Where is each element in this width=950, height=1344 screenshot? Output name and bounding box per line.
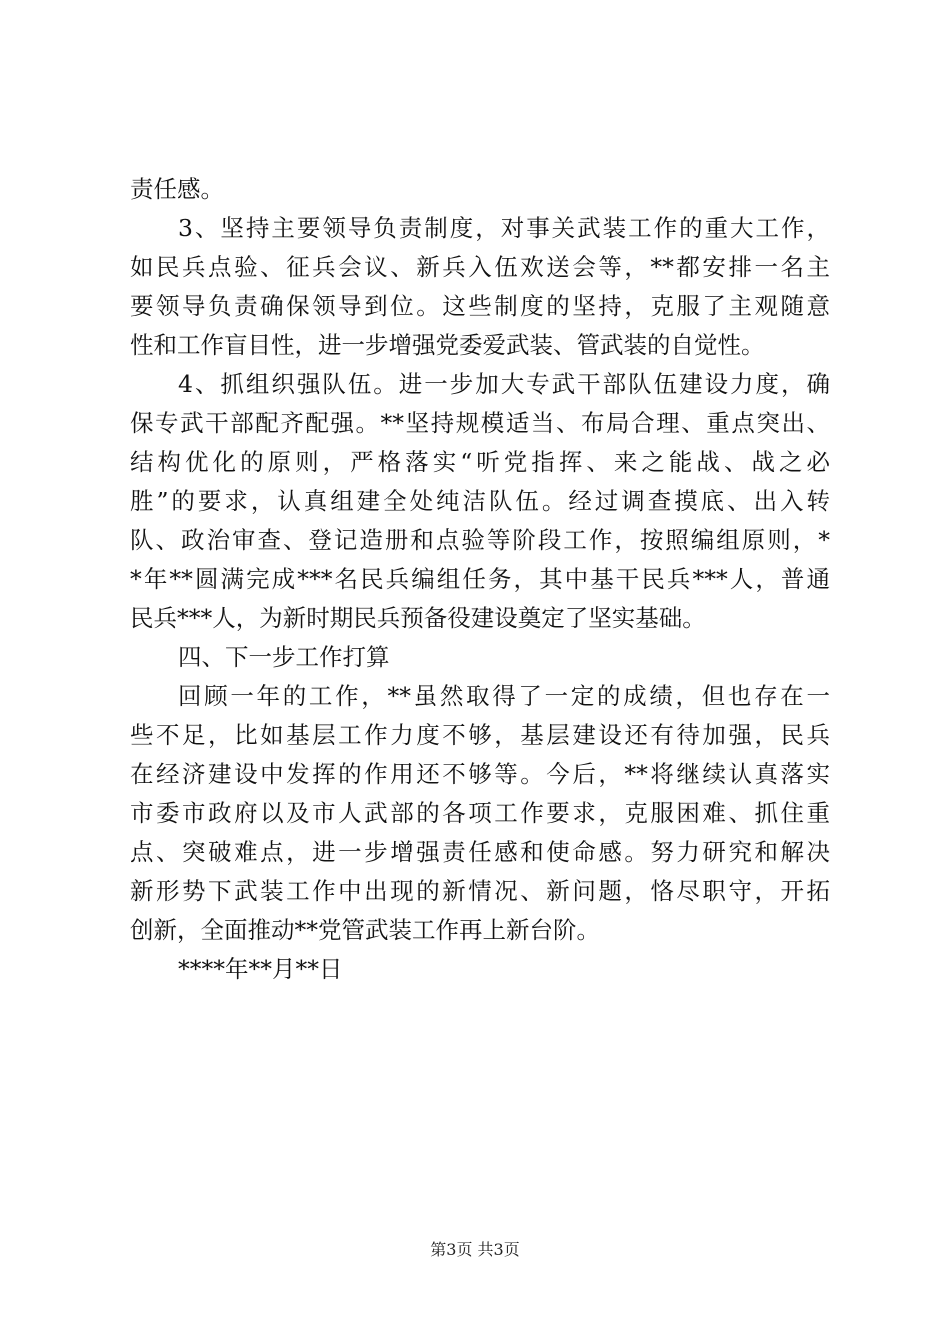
paragraph-line: 新形势下武装工作中出现的新情况、新问题，恪尽职守，开拓 bbox=[130, 877, 830, 905]
paragraph-line: 保专武干部配齐配强。**坚持规模适当、布局合理、重点突出、 bbox=[130, 409, 830, 437]
document-date: ****年**月**日 bbox=[178, 955, 343, 983]
section-heading: 四、下一步工作打算 bbox=[178, 643, 390, 671]
page-number-footer: 第3页 共3页 bbox=[430, 1240, 520, 1259]
paragraph-line: 民兵***人，为新时期民兵预备役建设奠定了坚实基础。 bbox=[130, 604, 706, 632]
paragraph-line: 胜”的要求，认真组建全处纯洁队伍。经过调查摸底、出入转 bbox=[130, 487, 830, 515]
paragraph-line: 创新，全面推动**党管武装工作再上新台阶。 bbox=[130, 916, 600, 944]
paragraph-line: 3、坚持主要领导负责制度，对事关武装工作的重大工作， bbox=[178, 214, 830, 242]
paragraph-line: *年**圆满完成***名民兵编组任务，其中基干民兵***人，普通 bbox=[130, 565, 830, 593]
paragraph-line: 如民兵点验、征兵会议、新兵入伍欢送会等，**都安排一名主 bbox=[130, 253, 830, 281]
paragraph-line: 回顾一年的工作，**虽然取得了一定的成绩，但也存在一 bbox=[178, 682, 830, 710]
paragraph-line: 责任感。 bbox=[130, 175, 224, 203]
document-body bbox=[130, 170, 830, 989]
paragraph-line: 队、政治审查、登记造册和点验等阶段工作，按照编组原则，* bbox=[130, 526, 830, 554]
paragraph-line: 市委市政府以及市人武部的各项工作要求，克服困难、抓住重 bbox=[130, 799, 830, 827]
paragraph-line: 结构优化的原则，严格落实“听党指挥、来之能战、战之必 bbox=[130, 448, 830, 476]
paragraph-line: 些不足，比如基层工作力度不够，基层建设还有待加强，民兵 bbox=[130, 721, 830, 749]
paragraph-line: 点、突破难点，进一步增强责任感和使命感。努力研究和解决 bbox=[130, 838, 830, 866]
paragraph-line: 4、抓组织强队伍。进一步加大专武干部队伍建设力度，确 bbox=[178, 370, 830, 398]
paragraph-line: 要领导负责确保领导到位。这些制度的坚持，克服了主观随意 bbox=[130, 292, 830, 320]
paragraph-line: 性和工作盲目性，进一步增强党委爱武装、管武装的自觉性。 bbox=[130, 331, 765, 359]
paragraph-line: 在经济建设中发挥的作用还不够等。今后，**将继续认真落实 bbox=[130, 760, 830, 788]
